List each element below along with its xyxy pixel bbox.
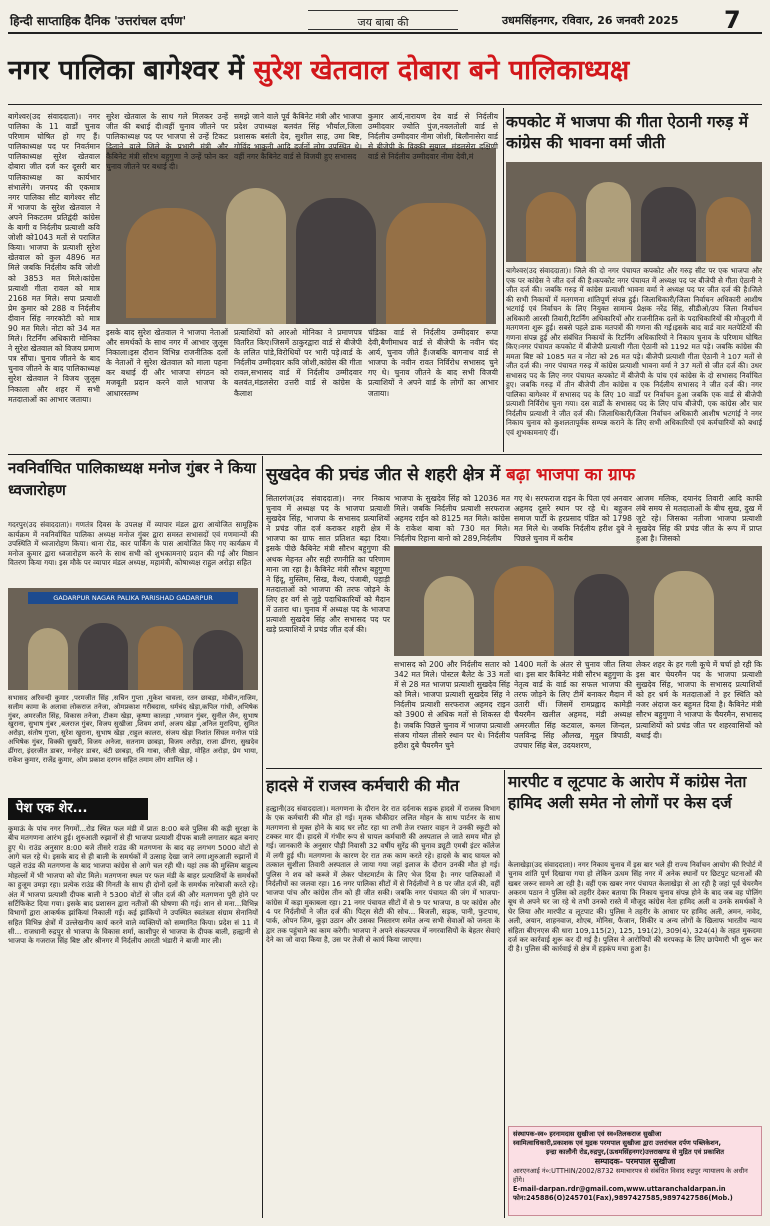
main-headline [8, 40, 762, 102]
imprint-editor: सम्पादक- परमपाल सुखीजा [594, 1156, 676, 1166]
headline-divider [8, 104, 762, 105]
gunjar-caption: सभासद अरिवन्दी कुमार ,परमजीत सिंह ,सचिन गुप्ता ,मुकेश चावला, रतन छाबड़ा, मोबीन,नाजिम, सलीम कामा के अलावा लोकराज तनेजा, ओमप्रकाश गरीबदास, धर्मचंद खेड़ा,कपिल गांधी, अभिषेक गुंबर, अमरजीत सिंह, विकास तनेजा, टीकम खेड़ा, कृष्णा कालड़ा ,भगवान गुंबर, सुनील जैन, सुभाष खुराना, सुभाष गुंबर ,बलराज गुंबर, विजय सुखीजा ,शिवम शर्मा, अजय खेड़ा ,अनिल मुरादिया, सुमित अरोड़ा, संतोष गुप्ता, सुरेश खुराना, सुभाष खेड़ा ,राहुल कालरा, संजय खेड़ा निशांत सिंघल मनोज पांडे अभिषेक गुंबर, विक्की सुखरी, विजय अनेजा, सतनाम छाबड़ा, विजय अरोड़ा, राजा ढींगरा, सुखदेव ढींगरा, इंदरजीत डाबर, मनोहर डाबर, बंटी छाबड़ा, रवि गाबा, जीती खेड़ा, मोहित अरोड़ा, प्रेम भाया, राकेश कुमार, राजेंद्र कुमार, ओम प्रकाश दरगन सहित तमाम लोग शामिल रहे । [8, 694, 258, 764]
kapkot-headline: कपकोट में भाजपा की गीता ऐठानी गरुड़ में कांग्रेस की भावना वर्मा जीती [506, 113, 748, 152]
page-header [8, 8, 762, 34]
sukhdev-headline-red: बढ़ा भाजपा का ग्राफ [506, 465, 636, 485]
sukhdev-photo [394, 546, 762, 656]
main-headline-prefix: नगर पालिका बागेश्वर में [8, 55, 245, 86]
header-right: उधमसिंहनगर, रविवार, 26 जनवरी 2025 [502, 14, 679, 27]
sukhdev-col3b: 1400 मतों के अंतर से चुनाव जीत लिया था। इस बार कैबिनेट मंत्री सौरभ बहुगुणा के नेतृत्व वार्ड के वार्ड का सफल भाजपा की तरफ जोड़ने के लिए टीमें बनाकर मैदान में उतारी थीं। जिसमें रामप्रह्लाद कामेड़ी चैयरमैन खलील अहमद, मंडी अध्यक्ष अमरजीत सिंह कटवाल, कमल जिन्दल, पलविन्द्र सिंह औलख, मृदुल त्रिपाठी, उपचार सिंह बेल, उदयशरण, [514, 660, 632, 750]
main-headline-red: सुरेश खेतवाल दोबारा बने पालिकाध्यक्ष [253, 55, 630, 86]
kapkot-body: बागेश्वर(उद संवाददाता)। जिले की दो नगर पंचायत कपकोट और गरुड़ सीट पर एक भाजपा और एक पर कांग्रेस ने जीत दर्ज की है।कपकोट नगर पंचायत में अध्यक्ष पद पर बीजेपी से गीता ऐठानी ने जीत दर्ज की। जबकि गरुड़ में कांग्रेस प्रत्याशी भावना वर्मा ने अध्यक्ष पद पर जीत दर्ज की है।जिले की सभी निकायों में मतगणना शांतिपूर्ण संपन्न हुई। जिलाधिकारी/जिला निर्वाचन अधिकारी आशीष भटगांई एवं निर्वाचन के लिए नियुक्त सामान्य प्रेक्षक नरेंद्र सिंह, सीडीओ/उप जिला निर्वाचन अधिकारी आरसी तिवारी,रिटर्निंग अधिकारियों और राजनीतिक दलों के पदाधिकारियों की मौजूदगी में मतगणना शुरू हुई। सबसे पहले डाक मतपत्रों की गणना की गई।इसके बाद वार्ड वार मतपेटियों की गणना संपन्न हुई और संबंधित निकायों के रिटर्निंग अधिकारियों ने निकाय चुनाव के परिणाम घोषित किए।नगर पंचायत कपकोट में बीजेपी प्रत्याशी गीता ऐठानी को 1192 मत पड़े। जबकि कांग्रेस की ममता बिष्ट को 1085 मत व नोटा को 26 मत पड़े। बीजेपी प्रत्याशी गीता ऐठानी ने 107 मतों से जीत दर्ज की। नगर पंचायत गरुड़ में कांग्रेस प्रत्याशी भावना वर्मा ने 37 मतों से जीत दर्ज की। उधर सभासद पद के लिए नगर पंचायत कपकोट में बीजेपी के पांच एवं कांग्रेस के दो सभासद निर्वाचित हुए। जबकि गरुड़ में तीन बीजेपी तीन कांग्रेस व एक निर्दलीय सभासद ने जीत दर्ज की। नगर पालिका बागेश्वर में सभासद पद के लिए 10 वार्डों पर निर्वाचन हुआ जबकि एक वार्ड से बीजेपी प्रत्याशी निर्विरोध चुना गया। दस वार्डों के सभासद पद के लिए पांच बीजेपी, एक कांग्रेस और चार निर्दलीय प्रत्याशी ने जीत दर्ज की। जिलाधिकारी/जिला निर्वाचन अधिकारी आशीष भटगांई ने नगर निकाय चुनाव को कुशलतापूर्वक सम्पन्न कराने के लिए सभी अधिकारियों एवं कर्मचारियों को बधाई एवं शुभकामनाएं दीं। [506, 266, 762, 437]
pesh-title-bar [8, 798, 148, 820]
sukhdev-col2b: सभासद को 200 और निर्दलीय सतार को 342 मत मिले। पोस्टल बैलेट के 33 मतों में से 28 मत भाजपा प्रत्याशी सुखदेव सिंह को मिले। भाजपा प्रत्याशी सुखदेव सिंह ने निर्दलीय प्रत्याशी सरफराज अहमद राइन को 3900 से अधिक मतों से शिकस्त दी है। जबकि पिछले चुनाव में भाजपा प्रत्याशी संजय गोयल तीसरे स्थान पर थे। निर्दलीय हरीश दुबे चैयरमैन चुने [394, 660, 510, 750]
imprint-founders: संस्थापक-स्व० हरनामदास सुखीजा एवं स्व०तिलकराज सुखीजा [513, 1130, 662, 1138]
main-story-col4-top: कुमार आर्य,नारायण देव वार्ड से निर्दलीय उम्मीदवार ज्योति पुंज,नवलतोली वार्ड से निर्दलीय उम्मीदवार नीमा जोशी, बिलौनासेरा वार्ड से बीजेपी के विक्की सुयाल, मंडलसेरा दक्षिणी वार्ड से निर्दलीय उम्मीदवार नीमा देवी,मं [368, 112, 498, 162]
header-center-text: जय बाबा की [357, 16, 409, 29]
main-story-col4-bottom: चंडिका वार्ड से निर्दलीय उम्मीदवार रूपा देवी,बैणीमाधव वार्ड से बीजेपी के नवीन चंद आर्य, चुनाव जीते हैं।जबकि बागनाथ वार्ड से भाजपा के नवीन रावत निर्विरोध सभासद चुने गए थे। चुनाव जीतने के बाद सभी विजयी प्रत्याशियों ने अपने वार्ड के लोगों का आभार जताया। [368, 328, 498, 398]
column-rule-bottom [504, 770, 505, 1218]
mid-divider-2 [266, 768, 762, 769]
sukhdev-col4b: लेकर शहर के हर गली कूचे में चर्चा हो रही कि इस बार चेयरमैन पद के भाजपा प्रत्याशी सुखदेव सिंह, भाजपा के सभासद प्रत्याशियों को हर धर्म के मतदाताओं ने हर स्थिति को नजर अंदाज कर बहुमत दिया है। कैबिनेट मंत्री सौरभ बहुगुणा ने भाजपा के चैयरमैन, सभासद प्रत्याशियों को प्रचंड जीत पर शहरवासियों को बधाई दी। [636, 660, 762, 740]
maarpeet-body: केलाखेड़ा(उद संवाददाता)। नगर निकाय चुनाव में इस बार भले ही राज्य निर्वाचन आयोग की रिपोर्ट में चुनाव शांति पूर्ण दिखाया गया हो लेकिन ऊधम सिंह नगर में अनेक स्थानों पर छिटपुट घटनाओं की खबर जरूर सामने आ रही है। वहीं एक खबर नगर पंचायत केलाखेड़ा से आ रही है जहां पूर्व चेयरमैन अकरम पठान ने पुलिस को तहरीर देकर बताया कि निकाय चुनाव संपन्न होने के बाद जब वह पोलिंग बूथ से अपने घर जा रहे थे तभी उनको रास्ते में मौजूद कांग्रेस नेता हामिद अली व उनके समर्थकों ने घेर लिया और मारपीट व लूटपाट की। पुलिस ने तहरीर के आधार पर हामिद अली, अमन, नावेद, अली, अयान, शाहनवाज, शोएब, मोनिस, फैजान, शिकीर व अन्य लोगों के खिलाफ भारतीय न्याय संहिता बीएनएस की धारा 109,115(2), 125, 191(2), 309(4), 324(4) के तहत मुकदमा दर्ज कर कार्रवाई शुरू कर दी गई है। पुलिस ने आरोपियों की धरपकड़ के लिए छापेमारी भी शुरू कर दी है। पुलिस की कार्रवाई से क्षेत्र में हड़कंप मचा हुआ है। [508, 860, 762, 954]
imprint-address: इन्द्रा कालौनी रोड,रुद्रपुर,(ऊधमसिंहनगर)उत्तराखण्ड से मुद्रित एवं प्रकाशित [545, 1147, 725, 1156]
header-left: हिन्दी साप्ताहिक दैनिक 'उत्तरांचल दर्पण' [10, 14, 187, 28]
main-story-col1: बागेश्वर(उद संवाददाता)। नगर पालिका के 11 वार्डों चुनाव परिणाम घोषित हो गए हैं। पालिकाध्यक्ष पद पर निवर्तमान पालिकाध्यक्ष सुरेश खेतवाल दोबारा जीत दर्ज कर दूसरी बार पालिकाध्यक्ष का कार्यभार संभालेंगे। जनपद की एकमात्र नगर पालिका सीट बागेश्वर सीट में भाजपा के सुरेश खेतवाल ने अपने निकटतम प्रतिद्वंदी कांग्रेस के बागी व निर्दलीय प्रत्याशी कवि जोशी को1043 मतों से पराजित किया। भाजपा के प्रत्याशी सुरेश खेतवाल को कुल 4896 मत मिले जबकि निर्दलीय कवि जोशी को 3853 मत मिले।कांग्रेस प्रत्याशी गीता रावल को मात्र 2168 मत मिले। सपा प्रत्याशी प्रेम कुमार को 288 व निर्दलीय दीवान सिंह नगरकोटी को मात्र 90 मत मिले। नोटा को 34 मत मिले। रिटर्निंग अधिकारी मोनिका ने सुरेश खेतवाल को विजय प्रमाण पत्र सौंपा। चुनाव जीतने के बाद चुनाव जीतने के बाद पालिकाध्यक्ष सुरेश खेतवाल ने विजय जुलूस निकाला और शहर में सभी मतदाताओं का आभार जताया। [8, 112, 100, 404]
sukhdev-col3: गए थे। सरफराज राइन के पिता एवं अनवार अहमद दूसरे स्थान पर रहे थे। बहुजन समाज पार्टी के हरप्रसाद पंडित को 1798 मत मिले थे। जबकि निर्दलीय हरीश दुबे ने पिछले चुनाव में करीब [514, 494, 632, 544]
imprint-email: E-mail-darpan.rdr@gmail.com,www.uttaranchaldarpan.in [513, 1185, 726, 1194]
maarpeet-headline: मारपीट व लूटपाट के आरोप में कांग्रेस नेता हामिद अली समेत नो लोगों पर केस दर्ज [508, 773, 747, 813]
imprint-box [508, 1126, 762, 1216]
imprint-rni: आरएनआई नं०:UTTHIN/2002/8732 समाचारपत्र से संबंधित विवाद रुद्रपुर न्यायालय के अधीन होंगे। [513, 1167, 748, 1185]
imprint-phone: फोन:245886(O)245701(Fax),9897427585,9897427586(Mob.) [513, 1194, 733, 1203]
header-center [308, 10, 458, 30]
hadse-headline: हादसे में राजस्व कर्मचारी की मौत [266, 776, 460, 795]
column-rule-right [503, 108, 504, 452]
main-story-col2-bottom: इसके बाद सुरेश खेतवाल ने भाजपा नेताओं और समर्थकों के साथ नगर में आभार जुलूस निकाला।इस दौरान विभिन्न राजनीतिक दलों के नेताओं ने सुरेश खेतवाल को माला पहना कर बधाई दी और भाजपा संगठन को मजबूती प्रदान करने वाले भाजपा के आधारस्तम्भ [106, 328, 228, 398]
sukhdev-col1: सितारगंज(उद संवाददाता)। नगर निकाय चुनाव में अध्यक्ष पद के भाजपा प्रत्याशी सुखदेव सिंह, भाजपा के सभासद प्रत्याशियों ने प्रचंड जीत दर्ज कराकर शहरी क्षेत्र में भाजपा का ग्राफ सात प्रतिशत बढ़ा दिया। इसके पीछे कैबिनेट मंत्री सौरभ बहुगुणा की अथक मेहनत और सही रणनीति का परिणाम माना जा रहा है। कैबिनेट मंत्री सौरभ बहुगुणा ने हिंदू, मुस्लिम, सिख, वैश्य, पंजाबी, पहाड़ी मतदाताओं को भाजपा की तरफ जोड़ने के लिए हर वर्ग से जुड़े पदाधिकारियों को मैदान में उतारा था। चुनाव में अध्यक्ष पद के भाजपा प्रत्याशी सुखदेव सिंह और सभासद पद पर खड़े प्रत्याशियों ने प्रचंड जीत दर्ज की। [266, 494, 390, 635]
main-story-col3-top: समझे जाने वाले पूर्व कैबिनेट मंत्री और भाजपा प्रदेश उपाध्यक्ष बलवंत सिंह भौर्याल,जिला प्रशासक बसंती देव, सुशील साह, उमा बिष्ट, गोविंद भाकुनी आदि दर्जनों लोग उपस्थित थे।वहीं नगर कैबिनेट वार्ड से विजयी हुए सभासद [234, 112, 362, 162]
hadse-body: हल्द्वानी(उद संवाददाता)। मतगणना के दौरान देर रात दर्दनाक सड़क हादसे में राजस्व विभाग के एक कर्मचारी की मौत हो गई। मृतक चौकीदार ललित मोहन के साथ पार्ट‍नर के साथ मतगणना से मुक्त होने के बाद घर लौट रहा था तभी तेज रफ्तार वाहन ने उनकी स्कूटी को टक्कर मार दी। हादसे में गंभीर रूप से घायल कर्मचारी की अस्पताल ले जाते समय मौत हो गई। जानकारी के अनुसार पौड़ी निवासी 32 वर्षीय सुरेंद्र की चुनाव ड्यूटी एमबी इंटर कॉलेज में लगी हुई थी। मतगणना के कारण देर रात तक काम करते रहे। हादसे के बाद घायल को तत्काल सुशीला तिवारी अस्पताल ले जाया गया जहां इलाज के दौरान उनकी मौत हो गई। पुलिस ने शव को कब्जे में लेकर पोस्टमार्टम के लिए भेज दिया है। नगर पालिकाओं में निर्दलीयों का जलवा रहा। 16 नगर पालिका सीटों में से निर्दलीयों ने 8 पर जीत दर्ज की, वहीं भाजपा पांच और कांग्रेस तीन को ही जीत सकी। जबकि नगर पंचायत की जंग में भाजपा-कांग्रेस में कड़ा मुकाबला रहा। 21 नगर पंचायत सीटों में से 9 पर भाजपा, 8 पर कांग्रेस और 4 पर निर्दलीयों ने जीत दर्ज की। पिट्स सेटी की सोच... बिजली, सड़क, पानी, फुटपाथ, पार्क, ओपन जिम, कूड़ा उठान और उसका निस्तारण समेत अन्य सभी सेवाओं को जनता के द्वार तक पहुंचाने का काम करेगी। भाजपा ने अपने संकल्पपत्र में नगरवासियों के बेहतर सेवाएं देने का जो वादा किया है, उस पर तेजी से कार्य किया जाएगा। [266, 804, 500, 945]
column-rule-left [262, 456, 263, 1218]
gunjar-headline: नवनिर्वाचित पालिकाध्यक्ष मनोज गुंबर ने किया ध्वजारोहण [8, 459, 256, 499]
page-number: 7 [724, 6, 741, 34]
pesh-title: पेश एक शेर... [16, 801, 88, 816]
sukhdev-headline [266, 460, 762, 490]
pesh-body: कुमाऊं के पांच नगर निगमों...रोड स्थित फल मंडी में प्रातः 8:00 बजे पुलिस की कड़ी सुरक्षा के बीच मतगणना आरंभ हुई। शुरुआती रुझानों से ही भाजपा प्रत्याशी दीपक बाली लगातार बढ़त बनाए हुए थे। राउंड अनुसार 8:00 बजे तीसरे राउंड की मतगणना के बाद वह लगभग 5000 वोटों से आगे चल रहे थे। इसके बाद से ही बाली के समर्थकों में उत्साह देखा जाने लगा।शुरुआती रुझानों में पहले राउंड की मतगणना के बाद भाजपा कांग्रेस से आगे चल रही थी। यहां तक की मुस्लिम बाहुल्य मोहल्लों में भी भाजपा को वोट मिले। मतगणना स्थल पर फल मंडी के बाहर प्रत्याशियों के समर्थकों का हुजूम उमड़ा रहा। प्रत्येक राउंड की गिनती के साथ ही दोनों दलों के समर्थक नारेबाजी करते रहे। अंत में भाजपा प्रत्याशी दीपक बाली ने 5300 वोटों से जीत दर्ज की और मतगणना पूरी होने पर सर्टिफिकेट दिया गया। इसके बाद प्रशासन द्वारा नतीजों की घोषणा की गई। शान से मना...विभिन्न विभागों द्वारा आकर्षक झांकियां निकाली गई। कई झांकियों ने उपस्थित स्वतंत्रता संग्राम सेनानियों सहित विभिन्न क्षेत्रों में उल्लेखनीय कार्य करने वाले व्यक्तियों को सम्मानित किया। प्रदेश सं 11 में सी... राजधानी रुद्रपुर से भाजपा के विकास शर्मा, काशीपुर से भाजपा के दीपक बाली, हल्द्वानी से भाजपा के गजराज सिंह बिष्ट और श्रीनगर में निर्दलीय आरती भंडारी ने बाजी मार ली। [8, 824, 258, 946]
main-story-photo [106, 148, 496, 324]
kapkot-photo [506, 162, 762, 262]
sukhdev-col4: आजम मलिक, दयानंद तिवारी आदि काफी लंबे समय से मतदाताओं के बीच सुख, दुख में जुटे रहे। जिसका नतीजा भाजपा प्रत्याशी सुखदेव सिंह की प्रचंड जीत के रूप में प्राप्त हुआ है। जिसको [636, 494, 762, 544]
mid-divider-1 [8, 454, 762, 455]
sukhdev-headline-prefix: सुखदेव की प्रचंड जीत से शहरी क्षेत्र में [266, 465, 501, 485]
sukhdev-col2: भाजपा के सुखदेव सिंह को 12036 मत मिले। जबकि निर्दलीय प्रत्याशी सरफराज अहमद राईन को 8125 मत मिले। कांग्रेस के राकेश बाबा को 730 मत मिले। निर्दलीय रिहाना बानो को 289,निर्दलीय [394, 494, 510, 544]
gunjar-photo-banner: GADARPUR NAGAR PALIKA PARISHAD GADARPUR [28, 592, 238, 604]
imprint-publisher: स्वामित्वाधिकारी,प्रकाशक एवं मुद्रक परमपाल सुखीजा द्वारा उत्तरांचल दर्पण पब्लिकेशन, [513, 1138, 721, 1147]
main-story-col3-bottom: प्रत्याशियों को आरओ मोनिका ने प्रमाणपत्र वितरित किए।जिसमें ठाकुरद्वारा वार्ड से बीजेपी के ललित पांडे,विरोधियों पर भारी पड़े।वार्ड के निर्दलीय उम्मीदवार कवि जोशी,कांग्रेस की गीता रावल,सभासद वार्ड में निर्दलीय उम्मीदवार बलवंत,मंडलसेरा उत्तरी वार्ड से कांग्रेस के कैलाश [234, 328, 362, 398]
gunjar-photo [8, 588, 258, 690]
gunjar-body: गदरपुर(उद संवाददाता)। गणतंत्र दिवस के उपलक्ष में व्यापार मंडल द्वारा आयोजित सामूहिक कार्यक्रम में नवनिर्वाचित पालिका अध्यक्ष मनोज गुंबर द्वारा समस्त सभासदों एवं गणमान्यों की उपस्थिति में ध्वजारोहण किया। थाना रोड, कार पार्किंग के पास आयोजित किए गए कार्यक्रम में मनोज कुमार द्वारा ध्वजारोहण करने के साथ सभी को शुभकामनाएं प्रदान की गई और मिष्ठान वितरण किया गया। इस मौके पर व्यापार मंडल अध्यक्ष, महामंत्री, कोषाध्यक्ष राहुल अरोड़ा सहित [8, 520, 258, 568]
main-story-col2-top: सुरेश खेतवाल के साथ गले मिलकर उन्हें जीत की बधाई दी।वहीं चुनाव जीतने पर पालिकाध्यक्ष पद पर भाजपा से उन्हें टिकट दिलाने वाले जिले के प्रभारी मंत्री और कैबिनेट मंत्री सौरभ बहुगुणा ने उन्हें फोन कर चुनाव जीतने पर बधाई दी। [106, 112, 228, 172]
